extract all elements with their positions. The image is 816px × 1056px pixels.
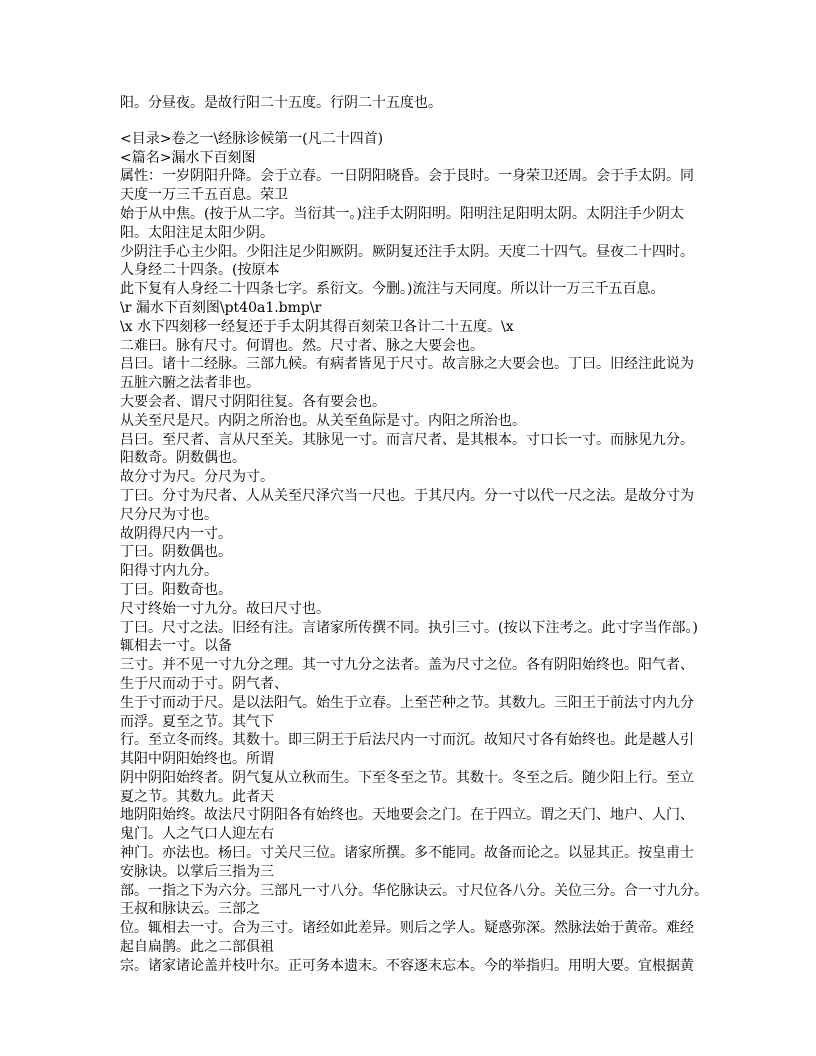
text-line: 始于从中焦。(按于从二字。当衍其一。)注手太阴阳明。阳明注足阳明太阴。太阴注手少阴太 — [120, 205, 684, 222]
text-line: 起自扁鹊。此之二部俱祖 — [120, 939, 274, 956]
text-line: \x 水下四刻移一经复还于手太阴其得百刻荣卫各计二十五度。\x — [120, 318, 514, 335]
text-line: 夏之节。其数九。此者天 — [120, 788, 274, 805]
text-line: 神门。亦法也。杨曰。寸关尺三位。诸家所撰。多不能同。故备而论之。以显其正。按皇甫士 — [120, 845, 694, 862]
text-line: 丁曰。尺寸之法。旧经有注。言诸家所传撰不同。执引三寸。(按以下注考之。此寸字当作部。) — [120, 619, 698, 636]
text-line: 三寸。并不见一寸九分之理。其一寸九分之法者。盖为尺寸之位。各有阴阳始终也。阳气者、 — [120, 657, 694, 674]
text-line: 吕曰。诸十二经脉。三部九候。有病者皆见于尺寸。故言脉之大要会也。丁曰。旧经注此说为 — [120, 356, 694, 373]
text-line: 人身经二十四条。(按原本 — [120, 262, 280, 279]
text-line-intro: 阳。分昼夜。是故行阳二十五度。行阴二十五度也。 — [120, 95, 442, 111]
text-line: 吕曰。至尺者、言从尺至关。其脉见一寸。而言尺者、是其根本。寸口长一寸。而脉见九分。 — [120, 431, 694, 448]
text-line: 丁曰。阳数奇也。 — [120, 581, 232, 598]
document-body — [120, 130, 720, 976]
text-line: 阴中阴阳始终者。阴气复从立秋而生。下至冬至之节。其数十。冬至之后。随少阳上行。至立 — [120, 769, 694, 786]
text-line: 属性：一岁阴阳升降。会于立春。一日阴阳晓昏。会于艮时。一身荣卫还周。会于手太阴。同 — [120, 168, 694, 185]
text-line: 王叔和脉诀云。三部之 — [120, 901, 260, 918]
text-line: 生于寸而动于尺。是以法阳气。始生于立春。上至芒种之节。其数九。三阳王于前法寸内九分 — [120, 694, 694, 711]
text-line: 鬼门。人之气口人迎左右 — [120, 826, 274, 843]
document-page — [120, 94, 720, 976]
text-line: 少阴注手心主少阳。少阳注足少阳厥阴。厥阴复还注手太阴。天度二十四气。昼夜二十四时。 — [120, 243, 694, 260]
text-line: 辄相去一寸。以备 — [120, 638, 232, 655]
text-line: 二难曰。脉有尺寸。何谓也。然。尺寸者、脉之大要会也。 — [120, 337, 484, 354]
text-line: 部。一指之下为六分。三部凡一寸八分。华佗脉诀云。寸尺位各八分。关位三分。合一寸九分。 — [120, 882, 708, 899]
text-line: 丁曰。阴数偶也。 — [120, 544, 232, 561]
text-line: 阳。太阳注足太阳少阴。 — [120, 224, 274, 241]
text-line: \r 漏水下百刻图\pt40a1.bmp\r — [120, 299, 322, 316]
text-line: 安脉诀。以掌后三指为三 — [120, 863, 274, 880]
text-line: 故分寸为尺。分尺为寸。 — [120, 469, 274, 486]
text-line: 故阴得尺内一寸。 — [120, 525, 232, 542]
text-line: 阳得寸内九分。 — [120, 563, 218, 580]
text-line: 阳数奇。阴数偶也。 — [120, 450, 246, 467]
text-line: 宗。诸家诸论盖并枝叶尔。正可务本遗末。不容逐末忘本。今的举指归。用明大要。宜根据黄 — [120, 957, 694, 974]
text-line: 五脏六腑之法者非也。 — [120, 375, 260, 392]
text-line: 尺寸终始一寸九分。故曰尺寸也。 — [120, 600, 330, 617]
text-line: 天度一万三千五百息。荣卫 — [120, 187, 288, 204]
text-line: 位。辄相去一寸。合为三寸。诸经如此差异。则后之学人。疑惑弥深。然脉法始于黄帝。难经 — [120, 920, 694, 937]
text-line: 大要会者、谓尺寸阴阳往复。各有要会也。 — [120, 393, 386, 410]
text-line: 地阴阳始终。故法尺寸阴阳各有始终也。天地要会之门。在于四立。谓之天门、地户、人门、 — [120, 807, 694, 824]
text-line: 此下复有人身经二十四条七字。系衍文。今删。)流注与天同度。所以计一万三千五百息。 — [120, 281, 665, 298]
text-line: 尺分尺为寸也。 — [120, 506, 218, 523]
text-line: <目录>卷之一\经脉诊候第一(凡二十四首) — [120, 130, 384, 147]
text-line: 其阳中阴阳始终也。所谓 — [120, 751, 274, 768]
text-line: 行。至立冬而终。其数十。即三阴王于后法尺内一寸而沉。故知尺寸各有始终也。此是越人引 — [120, 732, 694, 749]
text-line: 生于尺而动于寸。阴气者、 — [120, 675, 288, 692]
text-line: 而浮。夏至之节。其气下 — [120, 713, 274, 730]
text-line: 丁曰。分寸为尺者、人从关至尺泽穴当一尺也。于其尺内。分一寸以代一尺之法。是故分寸为 — [120, 487, 694, 504]
paragraph-gap — [120, 113, 720, 130]
text-line: <篇名>漏水下百刻图 — [120, 149, 256, 166]
text-line: 从关至尺是尺。内阴之所治也。从关至鱼际是寸。内阳之所治也。 — [120, 412, 526, 429]
